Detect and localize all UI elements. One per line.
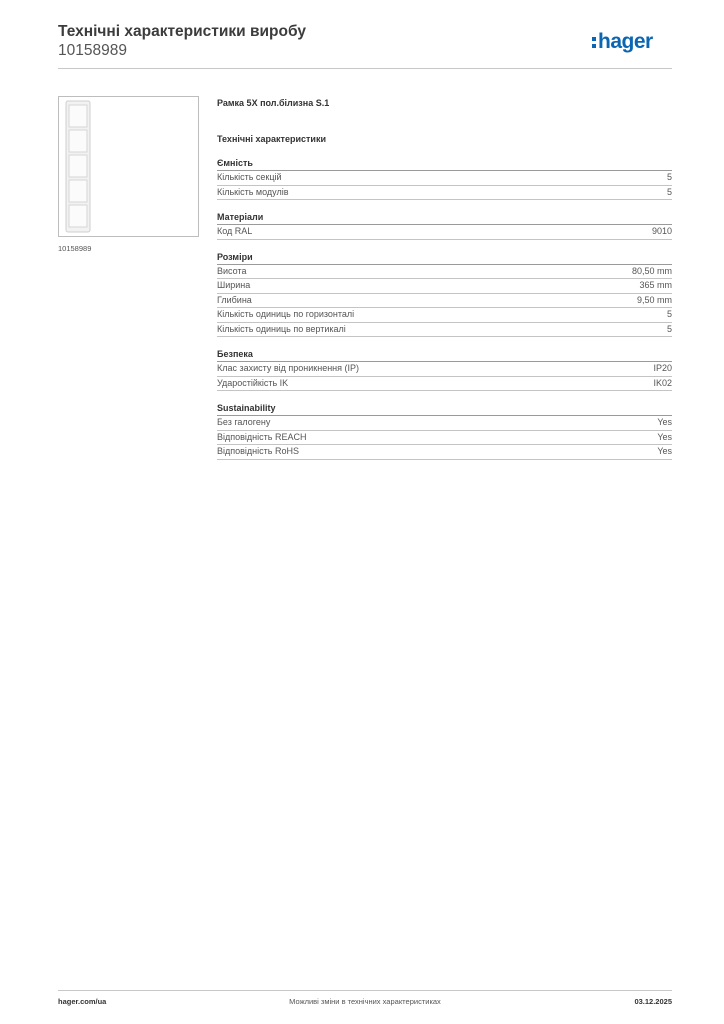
image-caption: 10158989 xyxy=(58,244,92,253)
spec-value: 5 xyxy=(666,172,672,182)
spec-label: Без галогену xyxy=(217,417,271,427)
spec-row xyxy=(217,265,672,280)
spec-value: 9010 xyxy=(651,226,672,236)
spec-row xyxy=(217,362,672,377)
spec-value: Yes xyxy=(657,431,672,442)
spec-row xyxy=(217,279,672,294)
spec-row xyxy=(217,431,672,446)
spec-label: Кількість одиниць по горизонталі xyxy=(217,309,355,319)
header-divider xyxy=(58,68,672,69)
spec-section-title: Технічні характеристики xyxy=(217,134,326,144)
spec-row xyxy=(217,445,672,460)
spec-label: Глибина xyxy=(217,294,252,305)
footer-date: 03.12.2025 xyxy=(634,997,672,1006)
spec-value: IK02 xyxy=(653,377,672,388)
spec-value: Yes xyxy=(657,446,672,456)
spec-row xyxy=(217,186,672,201)
spec-row xyxy=(217,171,672,186)
footer-divider xyxy=(58,990,672,991)
product-name: Рамка 5Х пол.білизна S.1 xyxy=(217,98,330,108)
spec-value: Yes xyxy=(657,417,672,427)
spec-label: Ширина xyxy=(217,280,251,290)
spec-label: Ударостійкість IK xyxy=(217,377,289,388)
spec-group xyxy=(217,402,672,460)
spec-row xyxy=(217,308,672,323)
spec-label: Кількість модулів xyxy=(217,186,289,197)
spec-value: 365 mm xyxy=(639,280,672,290)
spec-group xyxy=(217,348,672,391)
spec-group-title: Sustainability xyxy=(217,402,672,416)
footer-website[interactable]: hager.com/ua xyxy=(58,997,107,1006)
spec-label: Висота xyxy=(217,265,247,276)
spec-label: Кількість секцій xyxy=(217,172,282,182)
spec-group xyxy=(217,251,672,338)
spec-value: 9,50 mm xyxy=(636,294,672,305)
spec-value: 5 xyxy=(666,323,672,334)
spec-content xyxy=(217,96,672,460)
spec-group-title: Ємність xyxy=(217,157,672,171)
spec-label: Відповідність RoHS xyxy=(217,446,299,456)
footer-note: Можливі зміни в технічних характеристиках xyxy=(289,997,441,1006)
spec-value: IP20 xyxy=(653,363,672,373)
hager-logo xyxy=(592,28,672,54)
spec-group xyxy=(217,211,672,240)
spec-value: 5 xyxy=(666,186,672,197)
spec-group-title: Розміри xyxy=(217,251,672,265)
spec-value: 5 xyxy=(666,309,672,319)
spec-row xyxy=(217,294,672,309)
spec-group xyxy=(217,157,672,200)
spec-group-title: Безпека xyxy=(217,348,672,362)
document-header xyxy=(58,22,672,60)
spec-row xyxy=(217,416,672,431)
spec-label: Код RAL xyxy=(217,226,253,236)
spec-label: Клас захисту від проникнення (IP) xyxy=(217,363,360,373)
product-code: 10158989 xyxy=(58,42,127,59)
spec-label: Відповідність REACH xyxy=(217,431,307,442)
spec-row xyxy=(217,225,672,240)
frame-5x-vertical-icon xyxy=(59,97,198,236)
product-image xyxy=(58,96,199,237)
spec-row xyxy=(217,323,672,338)
spec-groups xyxy=(217,157,672,460)
spec-group-title: Матеріали xyxy=(217,211,672,225)
spec-value: 80,50 mm xyxy=(631,265,672,276)
logo-text: hager xyxy=(598,30,653,53)
spec-label: Кількість одиниць по вертикалі xyxy=(217,323,346,334)
spec-row xyxy=(217,377,672,392)
document-title: Технічні характеристики виробу xyxy=(58,23,306,40)
